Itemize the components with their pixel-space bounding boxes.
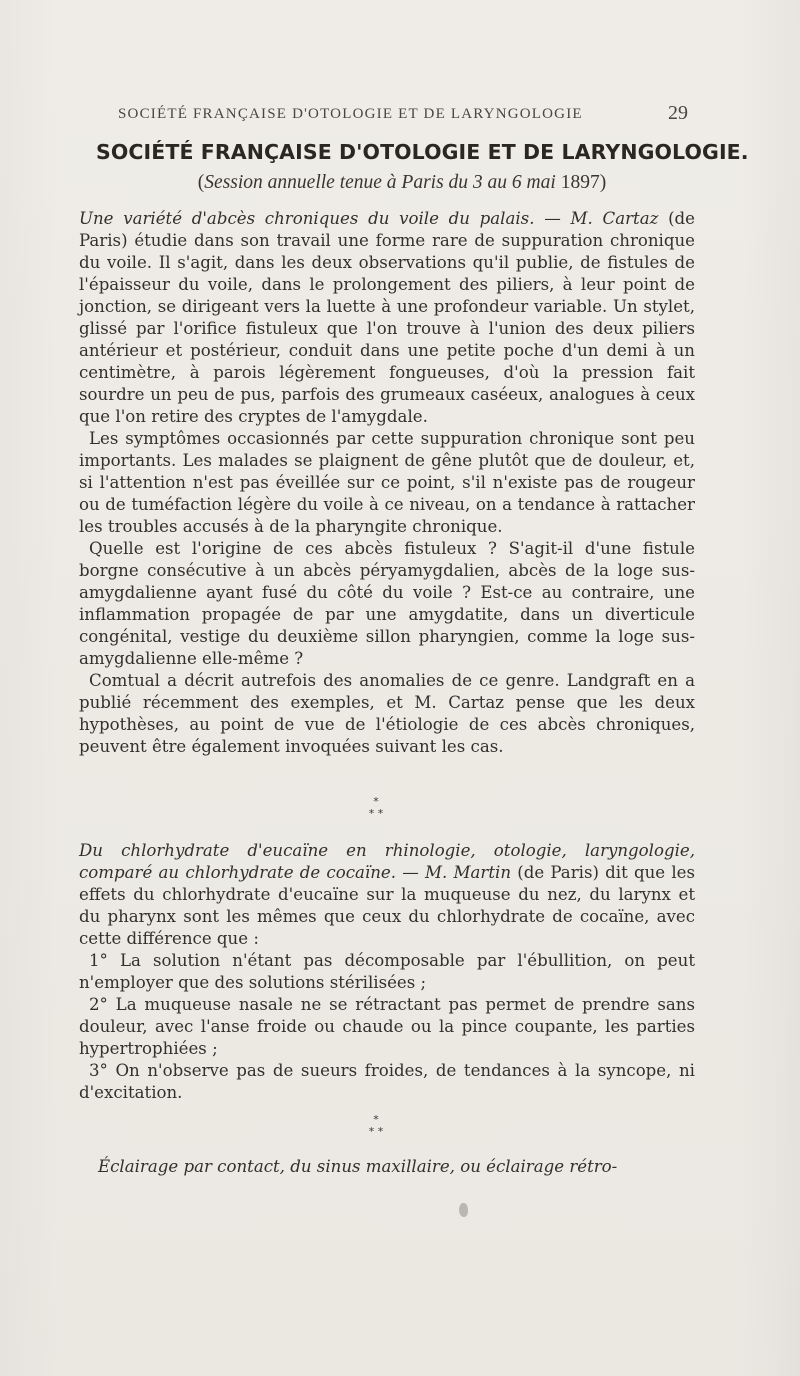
paragraph-text: (de Paris) étudie dans son travail une forme rare de suppuration chronique du voile. Il s'agit, dans les deux observations qu'il publie, de fistules de l'épaisseur du voile, dans le prolongement des piliers, à leur point de jonction, se dirigeant vers la luette à une profondeur variable. Un stylet, glissé par l'orifice fistuleux que l'on trouve à l'union des deux piliers antérieur et postérieur, conduit dans une petite poche d'un demi à un centimètre, à parois légèrement fongueuses, d'où la pression fait sourdre un peu de pus, parfois des grumeaux caséeux, analogues à ceux que l'on retire des cryptes de l'amygdale. xyxy=(79,209,695,426)
separator-stars-bottom: * * xyxy=(368,1125,384,1138)
session-text: Session annuelle tenue à Paris du 3 au 6 mai xyxy=(204,172,556,193)
page-number: 29 xyxy=(668,102,688,124)
title-dash: — xyxy=(534,209,571,228)
section-title: SOCIÉTÉ FRANÇAISE D'OTOLOGIE ET DE LARYNGOLOGIE. xyxy=(96,140,749,164)
article-author: M. Cartaz xyxy=(570,209,659,228)
session-line xyxy=(96,172,708,194)
article-paragraph: Les symptômes occasionnés par cette suppuration chronique sont peu importants. Les malades se plaignent de gêne plutôt que de douleur, et, si l'attention n'est pas éveillée sur ce point, s'il n'existe pas de rougeur ou de tuméfaction légère du voile à ce niveau, on a tendance à rattacher les troubles accusés à de la pharyngite chronique. xyxy=(79,429,695,536)
paragraph-text: (de Paris) dit que les effets du chlorhydrate d'eucaïne sur la muqueuse du nez, du larynx et du pharynx sont les mêmes que ceux du chlorhydrate de cocaïne, avec cette différence que : xyxy=(79,863,695,948)
article-martin xyxy=(79,840,695,1104)
article-title: Du chlorhydrate d'eucaïne en rhinologie, otologie, laryngologie, comparé au chlorhydrate de cocaïne. xyxy=(79,841,695,882)
article-cartaz xyxy=(79,208,695,758)
article-paragraph xyxy=(98,1156,695,1178)
article-paragraph: 2° La muqueuse nasale ne se rétractant pas permet de prendre sans douleur, avec l'anse froide ou chaude ou la pince coupante, les parties hypertrophiées ; xyxy=(79,995,695,1058)
section-separator xyxy=(352,796,400,820)
article-paragraph: 3° On n'observe pas de sueurs froides, de tendances à la syncope, ni d'excitation. xyxy=(79,1061,695,1102)
article-author: M. Martin xyxy=(425,863,512,882)
article-title: Une variété d'abcès chroniques du voile du palais. xyxy=(79,209,535,228)
separator-stars-bottom: * * xyxy=(368,807,384,820)
article-title: Éclairage par contact, du sinus maxillaire, ou éclairage rétro- xyxy=(98,1157,618,1176)
separator-star-top: * xyxy=(373,1113,379,1126)
running-header xyxy=(118,104,688,128)
session-open-paren: ( xyxy=(197,172,205,193)
article-paragraph xyxy=(79,840,695,950)
session-year: 1897) xyxy=(560,172,607,193)
article-paragraph: Quelle est l'origine de ces abcès fistuleux ? S'agit-il d'une fistule borgne consécutive à un abcès péryamygdalien, abcès de la loge sus-amygdalienne ayant fusé du côté du voile ? Est-ce au contraire, une inflammation propagée de par une amygdatite, dans un diverticule congénital, vestige du deuxième sillon pharyngien, comme la loge sus-amygdalienne elle-même ? xyxy=(79,539,695,668)
article-paragraph: Comtual a décrit autrefois des anomalies de ce genre. Landgraft en a publié récemment des exemples, et M. Cartaz pense que les deux hypothèses, au point de vue de l'étiologie de ces abcès chroniques, peuvent être également invoquées suivant les cas. xyxy=(79,671,695,756)
article-eclairage xyxy=(98,1156,695,1178)
separator-star-top: * xyxy=(373,795,379,808)
article-paragraph xyxy=(79,208,695,428)
section-separator xyxy=(352,1114,400,1138)
paper-speck xyxy=(459,1203,468,1217)
article-paragraph: 1° La solution n'étant pas décomposable par l'ébullition, on peut n'employer que des solutions stérilisées ; xyxy=(79,951,695,992)
title-dash: — xyxy=(395,863,426,882)
running-title: SOCIÉTÉ FRANÇAISE D'OTOLOGIE ET DE LARYNGOLOGIE xyxy=(118,106,583,122)
